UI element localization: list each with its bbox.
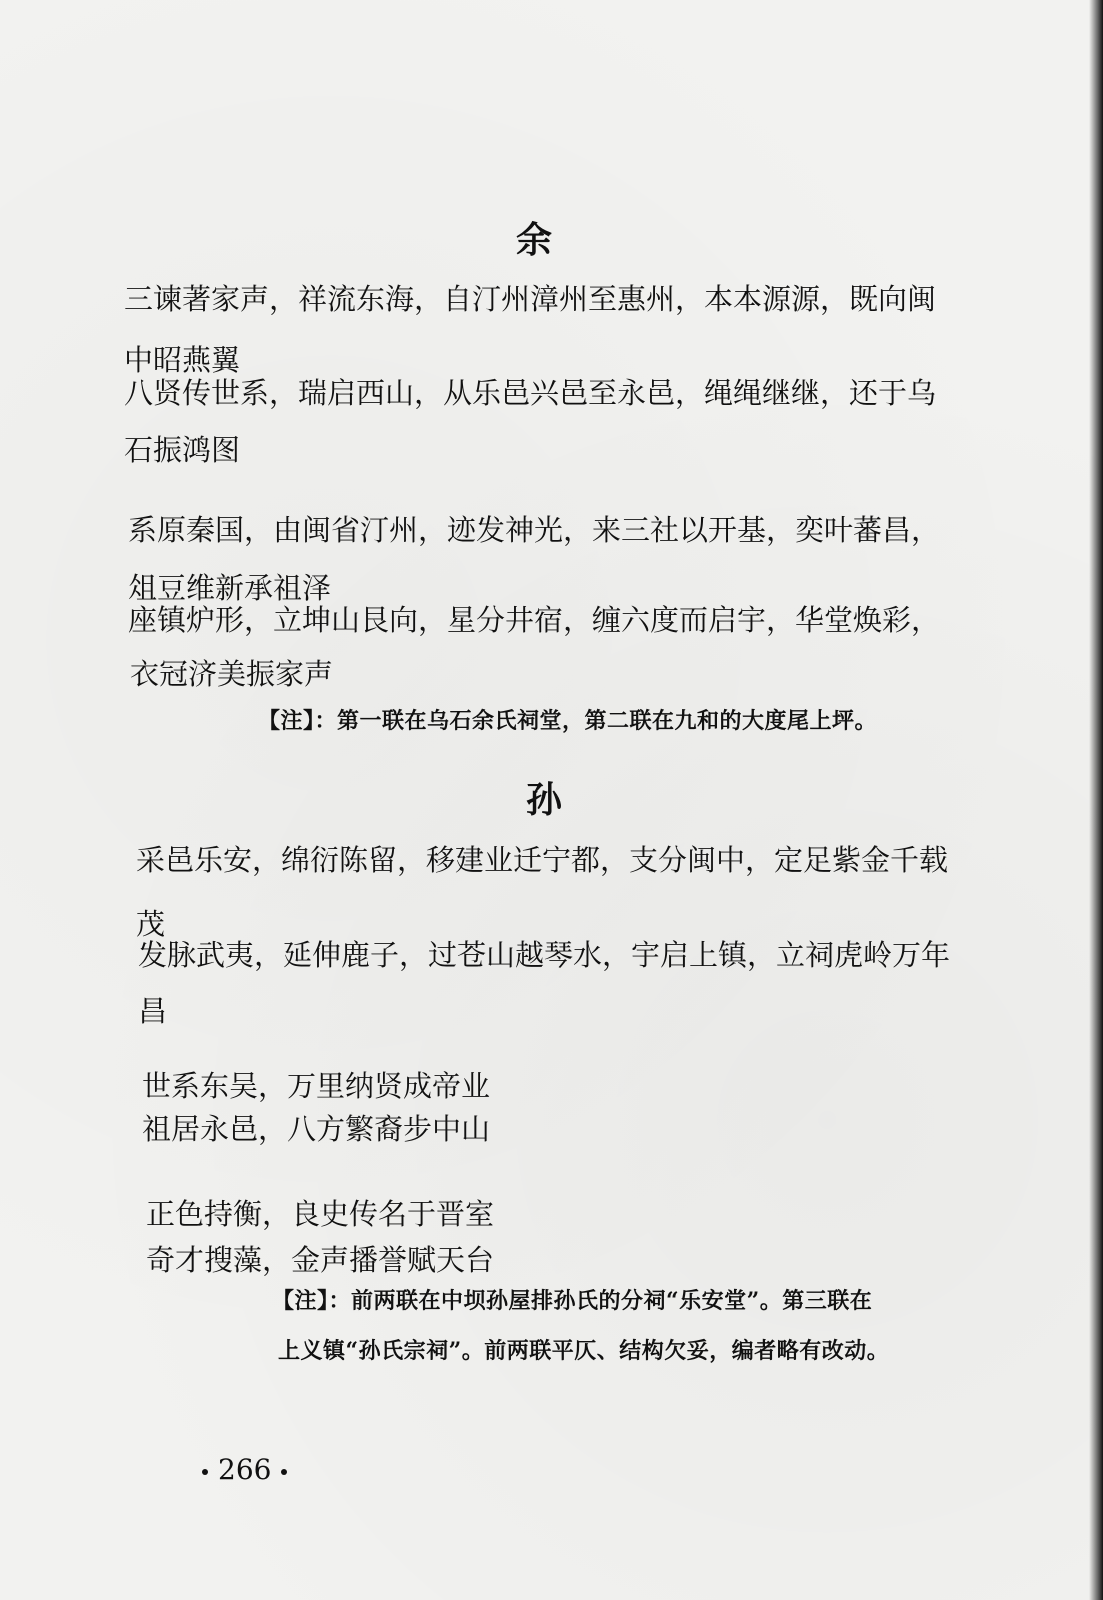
couplet-line: 三谏著家声，祥流东海，自汀州漳州至惠州，本本源源，既向闽: [124, 282, 937, 316]
page-number-value: 266: [218, 1453, 272, 1486]
section-note: 【注】：前两联在中坝孙屋排孙氏的分祠“乐安堂”。第三联在: [272, 1288, 873, 1314]
section-heading-yu: 余: [516, 219, 553, 261]
couplet-line: 八贤传世系，瑞启西山，从乐邑兴邑至永邑，绳绳继继，还于乌: [124, 376, 937, 410]
section-note: 上义镇“孙氏宗祠”。前两联平仄、结构欠妥，编者略有改动。: [278, 1338, 890, 1364]
couplet-line: 茂: [136, 907, 166, 941]
page-number: [192, 1453, 297, 1486]
couplet-line: 正色持衡，良史传名于晋室: [146, 1197, 495, 1231]
bullet-dot: [202, 1469, 208, 1475]
couplet-line: 发脉武夷，延伸鹿子，过苍山越琴水，宇启上镇，立祠虎岭万年: [138, 938, 951, 972]
couplet-line: 祖居永邑，八方繁裔步中山: [142, 1112, 491, 1146]
bullet-dot: [281, 1469, 287, 1475]
couplet-line: 中昭燕翼: [124, 343, 241, 377]
section-heading-sun: 孙: [526, 779, 563, 821]
couplet-line: 世系东吴，万里纳贤成帝业: [142, 1069, 491, 1103]
book-spine-shadow: [1089, 0, 1103, 1600]
couplet-line: 座镇炉形，立坤山艮向，星分井宿，缠六度而启宇，华堂焕彩，: [128, 603, 941, 637]
couplet-line: 衣冠济美振家声: [130, 657, 334, 691]
couplet-line: 系原秦国，由闽省汀州，迹发神光，来三社以开基，奕叶蕃昌，: [128, 513, 941, 547]
couplet-line: 石振鸿图: [124, 433, 241, 467]
couplet-line: 采邑乐安，绵衍陈留，移建业迁宁都，支分闽中，定足紫金千载: [136, 843, 949, 877]
couplet-line: 俎豆维新承祖泽: [128, 571, 332, 605]
section-note: 【注】：第一联在乌石余氏祠堂，第二联在九和的大度尾上坪。: [258, 708, 878, 734]
couplet-line: 昌: [138, 994, 168, 1028]
couplet-line: 奇才搜藻，金声播誉赋天台: [146, 1243, 495, 1277]
